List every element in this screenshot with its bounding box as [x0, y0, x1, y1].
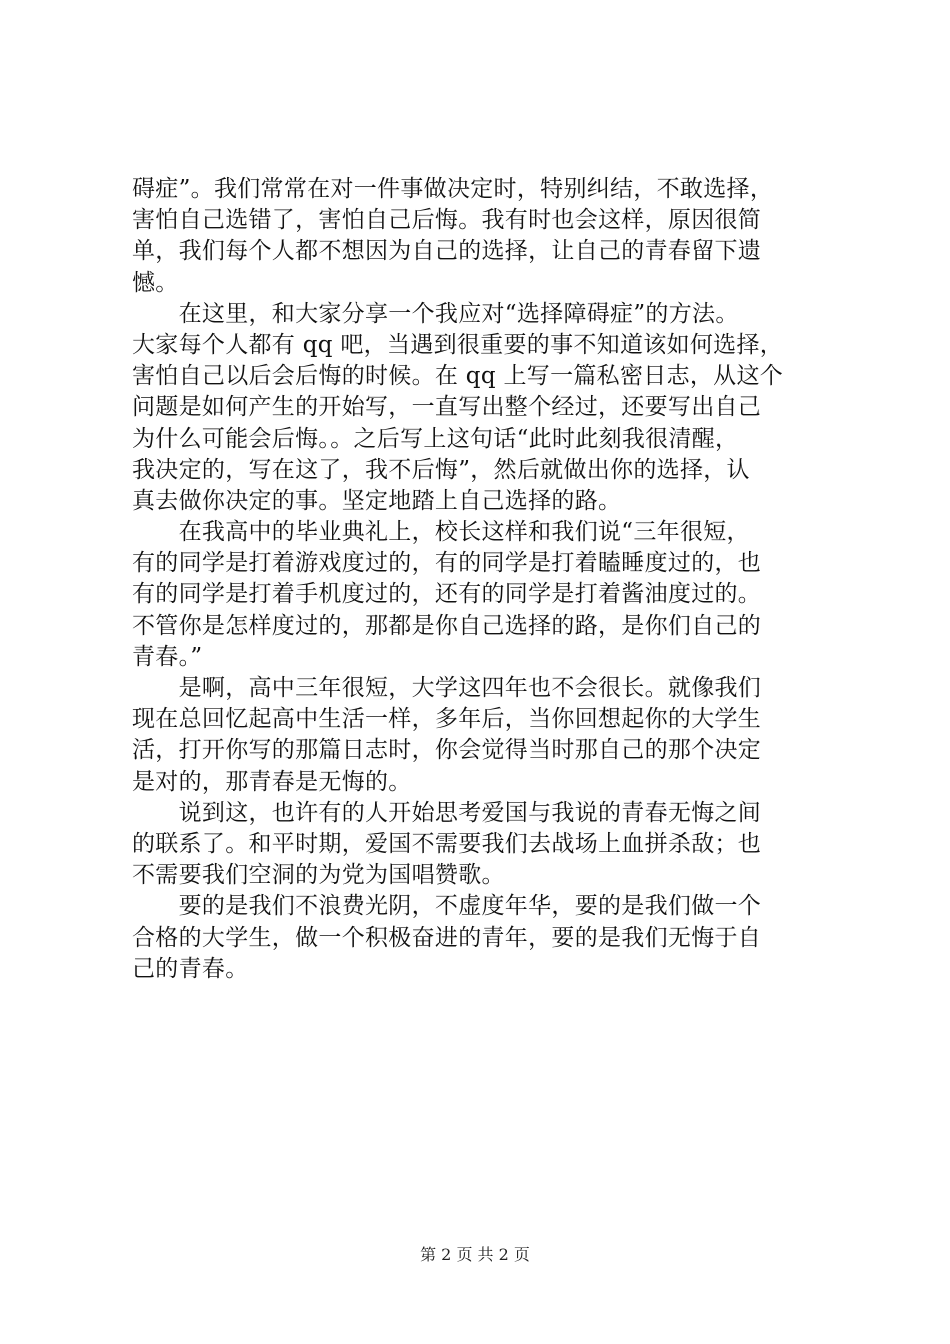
text-line: 有的同学是打着手机度过的，还有的同学是打着酱油度过的。: [132, 581, 762, 608]
text-line: 为什么可能会后悔。。之后写上这句话“此时此刻我很清醒，: [132, 425, 739, 452]
document-body: [132, 174, 838, 985]
text-line: 活，打开你写的那篇日志时，你会觉得当时那自己的那个决定: [132, 737, 762, 764]
text-line: 问题是如何产生的开始写，一直写出整个经过，还要写出自己: [132, 394, 762, 421]
text-line: 说到这，也许有的人开始思考爱国与我说的青春无悔之间: [132, 799, 762, 826]
text-line: 有的同学是打着游戏度过的，有的同学是打着瞌睡度过的，也: [132, 550, 762, 577]
text-line: 要的是我们不浪费光阴，不虚度年华，要的是我们做一个: [132, 893, 762, 920]
text-line: 害怕自己以后会后悔的时候。在 qq 上写一篇私密日志，从这个: [132, 363, 784, 390]
text-line: 真去做你决定的事。坚定地踏上自己选择的路。: [132, 487, 622, 514]
text-line: 单，我们每个人都不想因为自己的选择，让自己的青春留下遗: [132, 238, 762, 265]
text-line: 现在总回忆起高中生活一样，多年后，当你回想起你的大学生: [132, 706, 762, 733]
text-line: 是啊，高中三年很短，大学这四年也不会很长。就像我们: [132, 675, 762, 701]
text-line: 在这里，和大家分享一个我应对“选择障碍症”的方法。: [132, 300, 739, 327]
text-line: 青春。”: [132, 643, 203, 670]
text-line: 害怕自己选错了，害怕自己后悔。我有时也会这样，原因很简: [132, 207, 762, 234]
text-line: 是对的，那青春是无悔的。: [132, 768, 412, 795]
text-line: 的联系了。和平时期，爱国不需要我们去战场上血拼杀敌；也: [132, 830, 762, 857]
text-line: 不需要我们空洞的为党为国唱赞歌。: [132, 862, 505, 889]
text-line: 我决定的，写在这了，我不后悔”，然后就做出你的选择，认: [132, 456, 750, 483]
text-line: 己的青春。: [132, 955, 249, 982]
text-line: 不管你是怎样度过的，那都是你自己选择的路，是你们自己的: [132, 612, 762, 639]
text-line: 大家每个人都有 qq 吧，当遇到很重要的事不知道该如何选择，: [132, 331, 784, 358]
page-number-footer: 第 2 页 共 2 页: [420, 1245, 530, 1264]
text-line: 碍症”。我们常常在对一件事做决定时，特别纠结，不敢选择，: [132, 176, 774, 202]
text-line: 在我高中的毕业典礼上，校长这样和我们说“三年很短，: [132, 519, 750, 546]
text-line: 合格的大学生，做一个积极奋进的青年，要的是我们无悔于自: [132, 924, 762, 951]
text-line: 憾。: [132, 269, 179, 296]
